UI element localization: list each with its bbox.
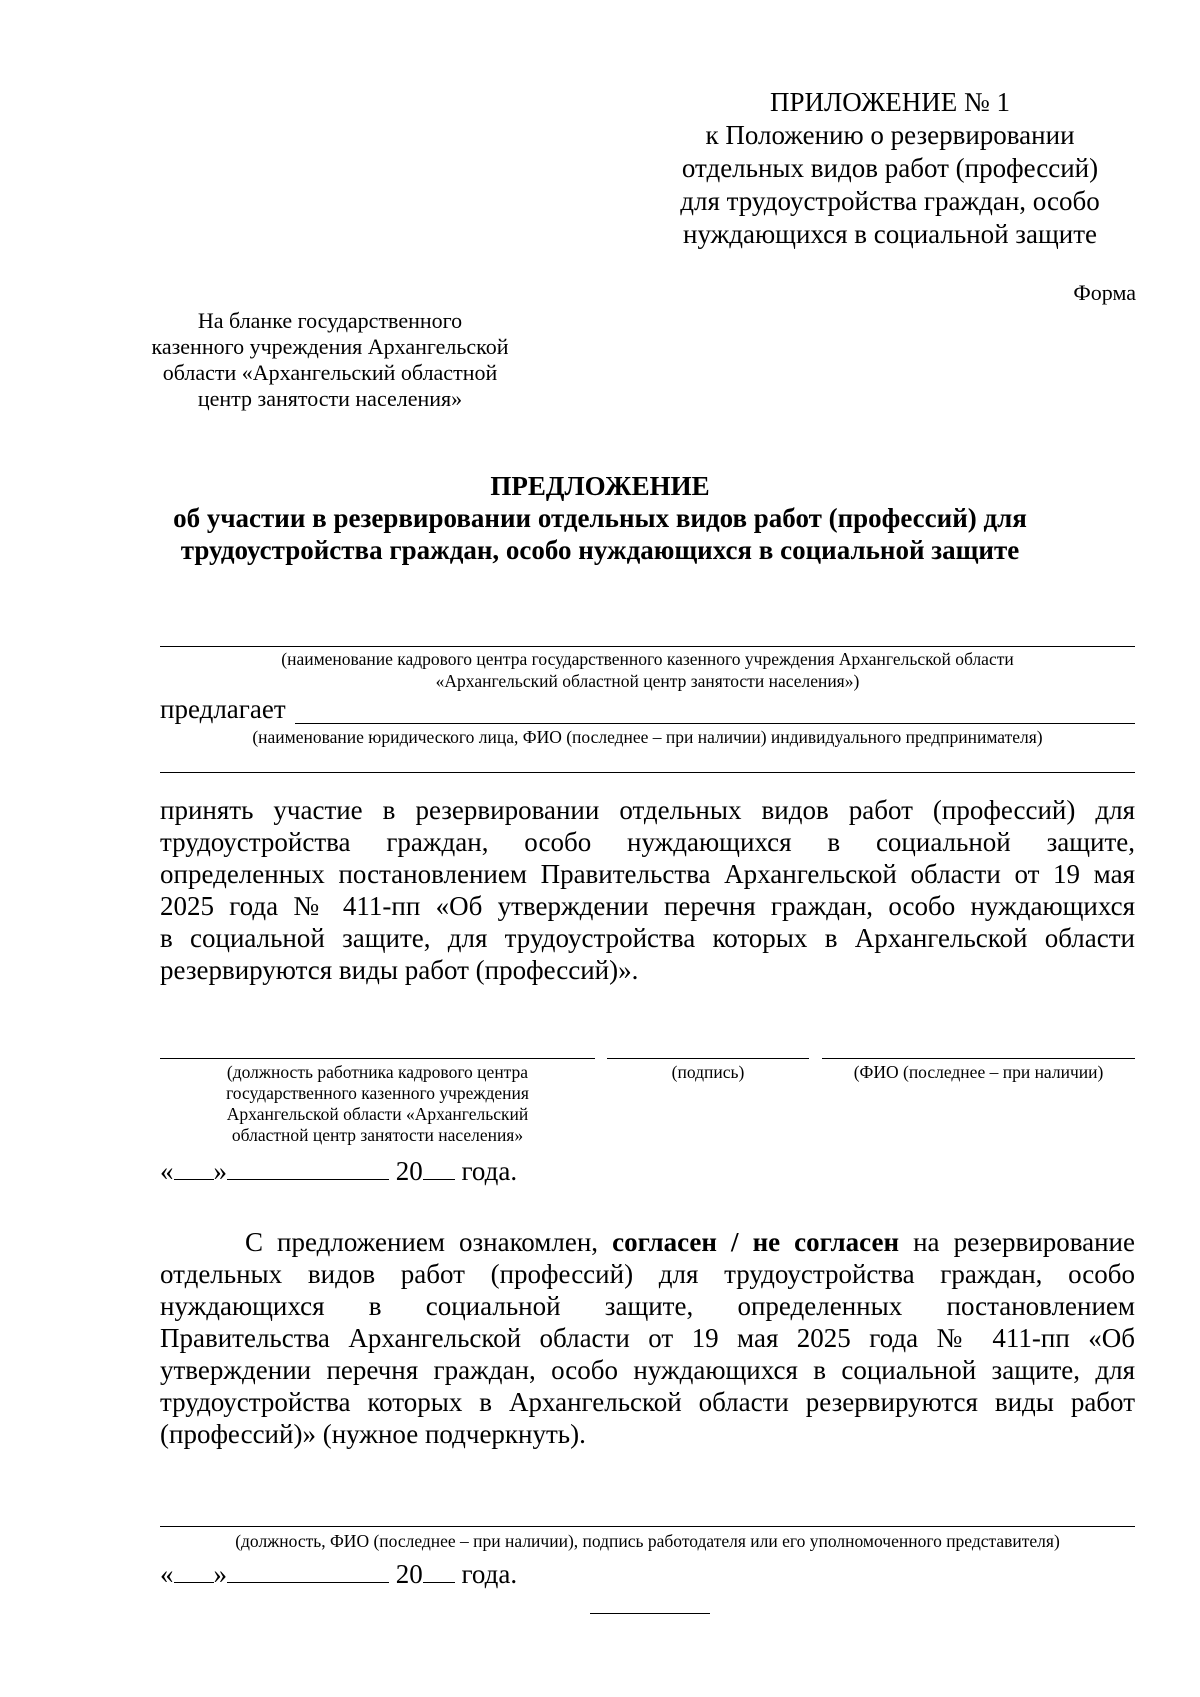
consent-first-line bbox=[160, 1226, 1135, 1258]
date-open-quote: « bbox=[160, 1156, 174, 1186]
position-caption-line: Архангельской области «Архангельский bbox=[226, 1104, 529, 1124]
date-day-field[interactable] bbox=[174, 1558, 214, 1583]
entity-name-fill-line[interactable] bbox=[295, 723, 1135, 724]
date-line bbox=[160, 1558, 517, 1590]
date-close-quote: » bbox=[213, 1559, 227, 1589]
letterhead-line: казенного учреждения Архангельской bbox=[151, 334, 509, 359]
consent-text: С предложением ознакомлен, bbox=[245, 1227, 613, 1257]
body-line: трудоустройства граждан, особо нуждающихся в социальной защите, bbox=[160, 827, 1135, 857]
appendix-ref-line: нуждающихся в социальной защите bbox=[683, 219, 1097, 249]
consent-paragraph bbox=[160, 1226, 1135, 1450]
center-name-caption: «Архангельский областной центр занятости населения») bbox=[435, 671, 860, 691]
body-line: трудоустройства которых в Архангельской области резервируются виды работ bbox=[160, 1387, 1135, 1417]
option-separator: / bbox=[716, 1227, 753, 1257]
date-line bbox=[160, 1155, 517, 1187]
body-paragraph bbox=[160, 794, 1135, 986]
center-name-fill-line[interactable] bbox=[160, 646, 1135, 647]
signature-fill-line[interactable] bbox=[607, 1058, 809, 1059]
body-line: определенных постановлением Правительства Архангельской области от 19 мая bbox=[160, 859, 1135, 889]
position-caption-line: государственного казенного учреждения bbox=[226, 1083, 529, 1103]
letterhead-line: области «Архангельский областной bbox=[162, 360, 498, 385]
closing-rule bbox=[590, 1613, 710, 1614]
date-year-prefix: 20 bbox=[395, 1156, 423, 1186]
body-line: резервируются виды работ (профессий)». bbox=[160, 955, 639, 985]
form-label: Форма bbox=[1073, 280, 1136, 305]
title-subtitle-line: об участии в резервировании отдельных видов работ (профессий) для bbox=[173, 503, 1027, 533]
letterhead-line: На бланке государственного bbox=[197, 308, 463, 333]
appendix-ref-line: для трудоустройства граждан, особо bbox=[680, 186, 1100, 216]
title-main: ПРЕДЛОЖЕНИЕ bbox=[490, 471, 710, 501]
date-year-field[interactable] bbox=[423, 1155, 455, 1180]
date-day-field[interactable] bbox=[174, 1155, 214, 1180]
employer-fill-line[interactable] bbox=[160, 1526, 1135, 1527]
body-line: нуждающихся в социальной защите, определенных постановлением bbox=[160, 1291, 1135, 1321]
document-title bbox=[100, 470, 1100, 566]
date-close-quote: » bbox=[213, 1156, 227, 1186]
body-line: утверждении перечня граждан, особо нуждающихся в социальной защите, для bbox=[160, 1355, 1135, 1385]
entity-name-caption: (наименование юридического лица, ФИО (последнее – при наличии) индивидуального предпринимателя) bbox=[252, 727, 1043, 747]
consent-text: на резервирование bbox=[899, 1227, 1135, 1257]
body-line: принять участие в резервировании отдельных видов работ (профессий) для bbox=[160, 795, 1135, 825]
disagree-option[interactable]: не согласен bbox=[752, 1227, 900, 1257]
fullname-caption: (ФИО (последнее – при наличии) bbox=[853, 1062, 1104, 1082]
body-line: в социальной защите, для трудоустройства которых в Архангельской области bbox=[160, 923, 1135, 953]
appendix-ref-line: к Положению о резервировании bbox=[705, 120, 1075, 150]
offers-word: предлагает bbox=[160, 694, 286, 724]
body-line: (профессий)» (нужное подчеркнуть). bbox=[160, 1419, 586, 1449]
body-line: Правительства Архангельской области от 19 мая 2025 года № 411-пп «Об bbox=[160, 1323, 1135, 1353]
appendix-ref-line: отдельных видов работ (профессий) bbox=[681, 153, 1099, 183]
position-caption bbox=[160, 1062, 595, 1146]
title-subtitle-line: трудоустройства граждан, особо нуждающихся в социальной защите bbox=[180, 535, 1020, 565]
position-fill-line[interactable] bbox=[160, 1058, 595, 1059]
date-year-suffix: года. bbox=[461, 1559, 518, 1589]
date-year-prefix: 20 bbox=[395, 1559, 423, 1589]
center-name-caption: (наименование кадрового центра государственного казенного учреждения Архангельской области bbox=[281, 649, 1014, 669]
letterhead-note bbox=[130, 308, 530, 412]
appendix-number: ПРИЛОЖЕНИЕ № 1 bbox=[769, 87, 1011, 117]
letterhead-line: центр занятости населения» bbox=[197, 386, 463, 411]
body-line: 2025 года № 411-пп «Об утверждении перечня граждан, особо нуждающихся bbox=[160, 891, 1135, 921]
position-caption-line: (должность работника кадрового центра bbox=[226, 1062, 529, 1082]
date-month-field[interactable] bbox=[227, 1558, 389, 1583]
body-line: отдельных видов работ (профессий) для трудоустройства граждан, особо bbox=[160, 1259, 1135, 1289]
date-year-suffix: года. bbox=[461, 1156, 518, 1186]
position-caption-line: областной центр занятости населения» bbox=[231, 1125, 524, 1145]
date-month-field[interactable] bbox=[227, 1155, 389, 1180]
agree-option[interactable]: согласен bbox=[612, 1227, 717, 1257]
date-open-quote: « bbox=[160, 1559, 174, 1589]
date-year-field[interactable] bbox=[423, 1558, 455, 1583]
appendix-header bbox=[620, 86, 1160, 251]
entity-name-second-line[interactable] bbox=[160, 772, 1135, 773]
fullname-fill-line[interactable] bbox=[822, 1058, 1135, 1059]
employer-caption: (должность, ФИО (последнее – при наличии), подпись работодателя или его уполномоченного представителя) bbox=[235, 1531, 1060, 1551]
signature-caption: (подпись) bbox=[671, 1062, 745, 1082]
